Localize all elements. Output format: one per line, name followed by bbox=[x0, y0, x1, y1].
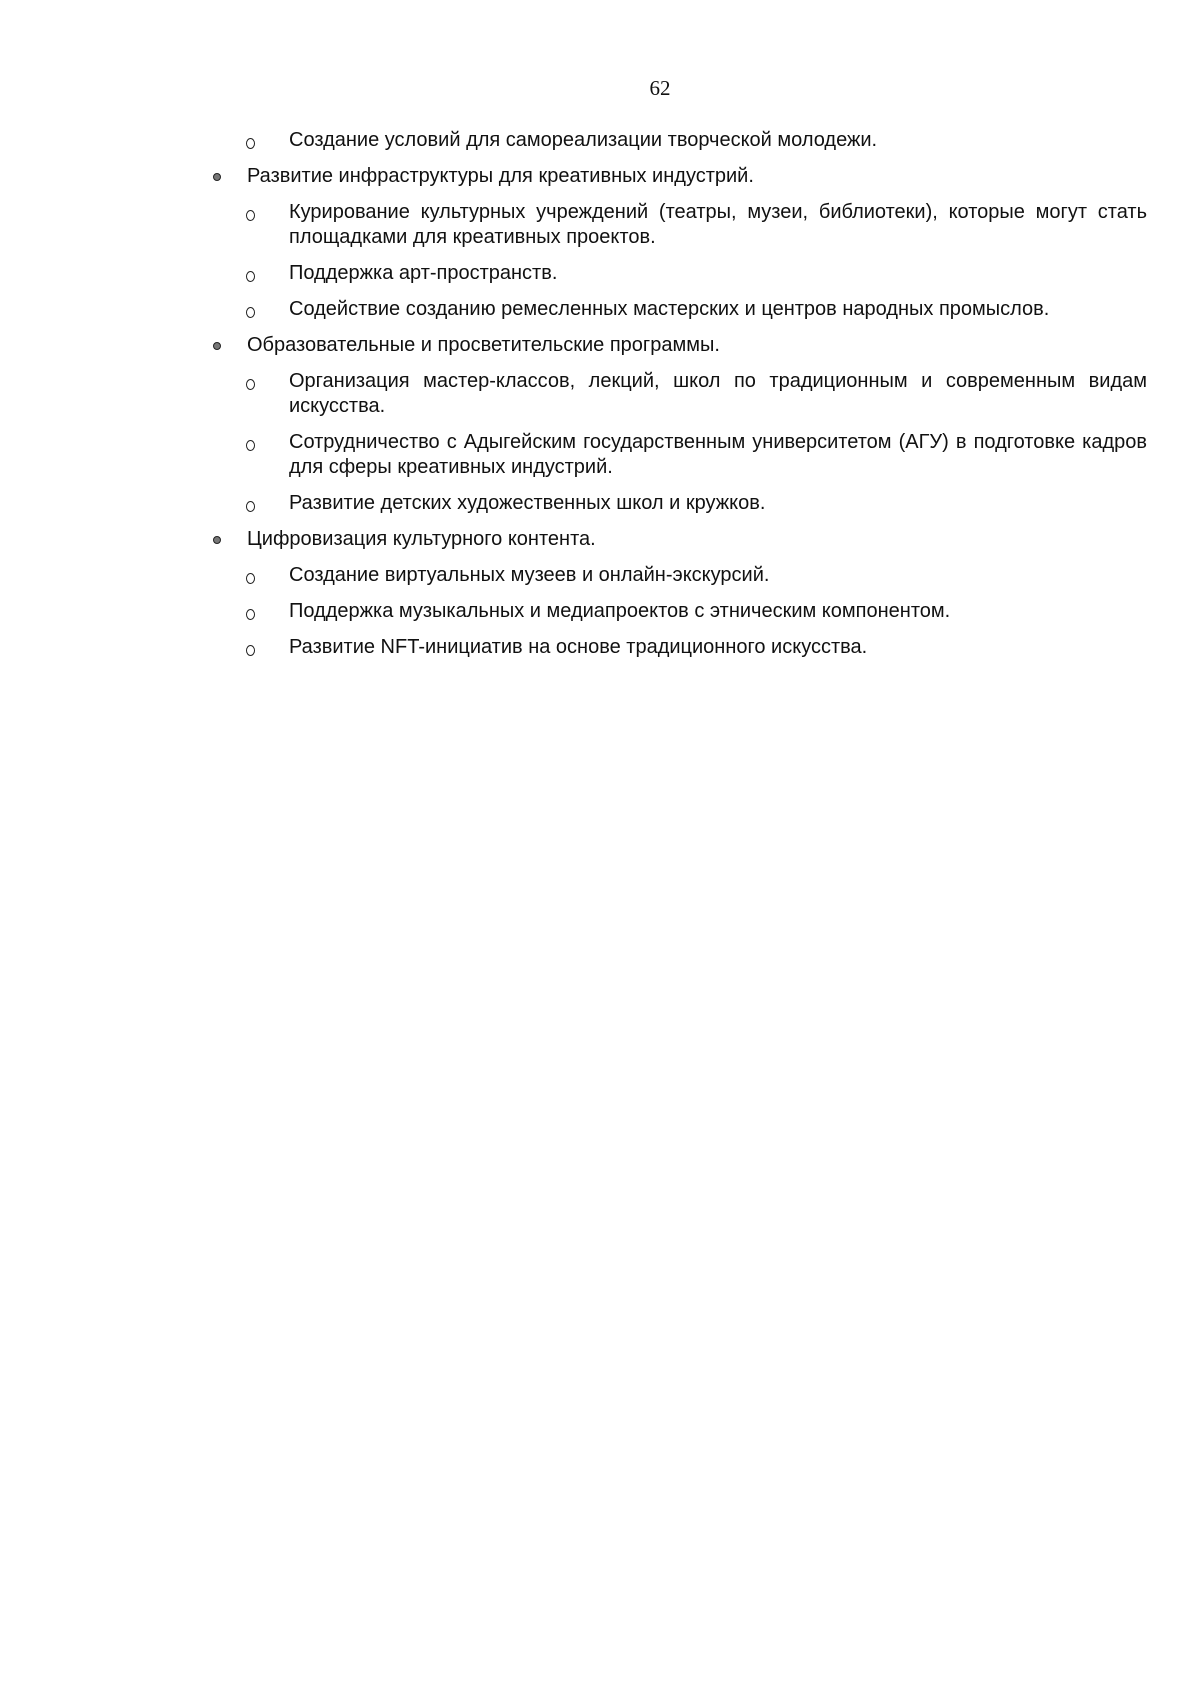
list-item-text: Развитие NFT-инициатив на основе традиционного искусства. bbox=[289, 636, 868, 658]
page-number: 62 bbox=[649, 76, 671, 100]
sub-bullet-item bbox=[0, 635, 1147, 660]
list-item-text: Создание условий для самореализации творческой молодежи. bbox=[289, 129, 878, 151]
sub-bullet-item bbox=[0, 599, 1147, 624]
bullet-item bbox=[0, 164, 1140, 189]
sub-bullet-item bbox=[0, 200, 1147, 250]
sub-bullet-item bbox=[0, 563, 1147, 588]
sub-bullet-item bbox=[0, 261, 1147, 286]
bullet-item bbox=[0, 527, 1140, 552]
sub-bullet-item bbox=[0, 491, 1147, 516]
list-item-text: Курирование культурных учреждений (театры, музеи, библиотеки), которые могут стать площадками для креативных проектов. bbox=[289, 201, 1147, 248]
filled-bullet-icon bbox=[211, 164, 225, 189]
list-item-text: Цифровизация культурного контента. bbox=[247, 528, 596, 550]
list-item-text: Развитие детских художественных школ и кружков. bbox=[289, 492, 766, 514]
hollow-circle-bullet-icon bbox=[244, 261, 260, 286]
list-item-text: Создание виртуальных музеев и онлайн-экскурсий. bbox=[289, 564, 770, 586]
sub-bullet-item bbox=[0, 297, 1147, 322]
list-item-text: Развитие инфраструктуры для креативных индустрий. bbox=[247, 165, 754, 187]
list-item-text: Содействие созданию ремесленных мастерских и центров народных промыслов. bbox=[289, 298, 1050, 320]
hollow-circle-bullet-icon bbox=[244, 491, 260, 516]
hollow-circle-bullet-icon bbox=[244, 369, 260, 394]
list-item-text: Сотрудничество с Адыгейским государственным университетом (АГУ) в подготовке кадров для сферы креативных индустрий. bbox=[289, 431, 1147, 478]
filled-bullet-icon bbox=[211, 527, 225, 552]
sub-bullet-item bbox=[0, 128, 1147, 153]
hollow-circle-bullet-icon bbox=[244, 563, 260, 588]
filled-bullet-icon bbox=[211, 333, 225, 358]
sub-bullet-item bbox=[0, 430, 1147, 480]
hollow-circle-bullet-icon bbox=[244, 297, 260, 322]
bullet-item bbox=[0, 333, 1140, 358]
hollow-circle-bullet-icon bbox=[244, 635, 260, 660]
list-item-text: Поддержка музыкальных и медиапроектов с этническим компонентом. bbox=[289, 600, 951, 622]
list-item-text: Образовательные и просветительские программы. bbox=[247, 334, 720, 356]
hollow-circle-bullet-icon bbox=[244, 200, 260, 225]
document-body bbox=[0, 128, 1200, 671]
hollow-circle-bullet-icon bbox=[244, 128, 260, 153]
list-item-text: Поддержка арт-пространств. bbox=[289, 262, 558, 284]
hollow-circle-bullet-icon bbox=[244, 599, 260, 624]
sub-bullet-item bbox=[0, 369, 1147, 419]
hollow-circle-bullet-icon bbox=[244, 430, 260, 455]
list-item-text: Организация мастер-классов, лекций, школ по традиционным и современным видам искусства. bbox=[289, 370, 1147, 417]
